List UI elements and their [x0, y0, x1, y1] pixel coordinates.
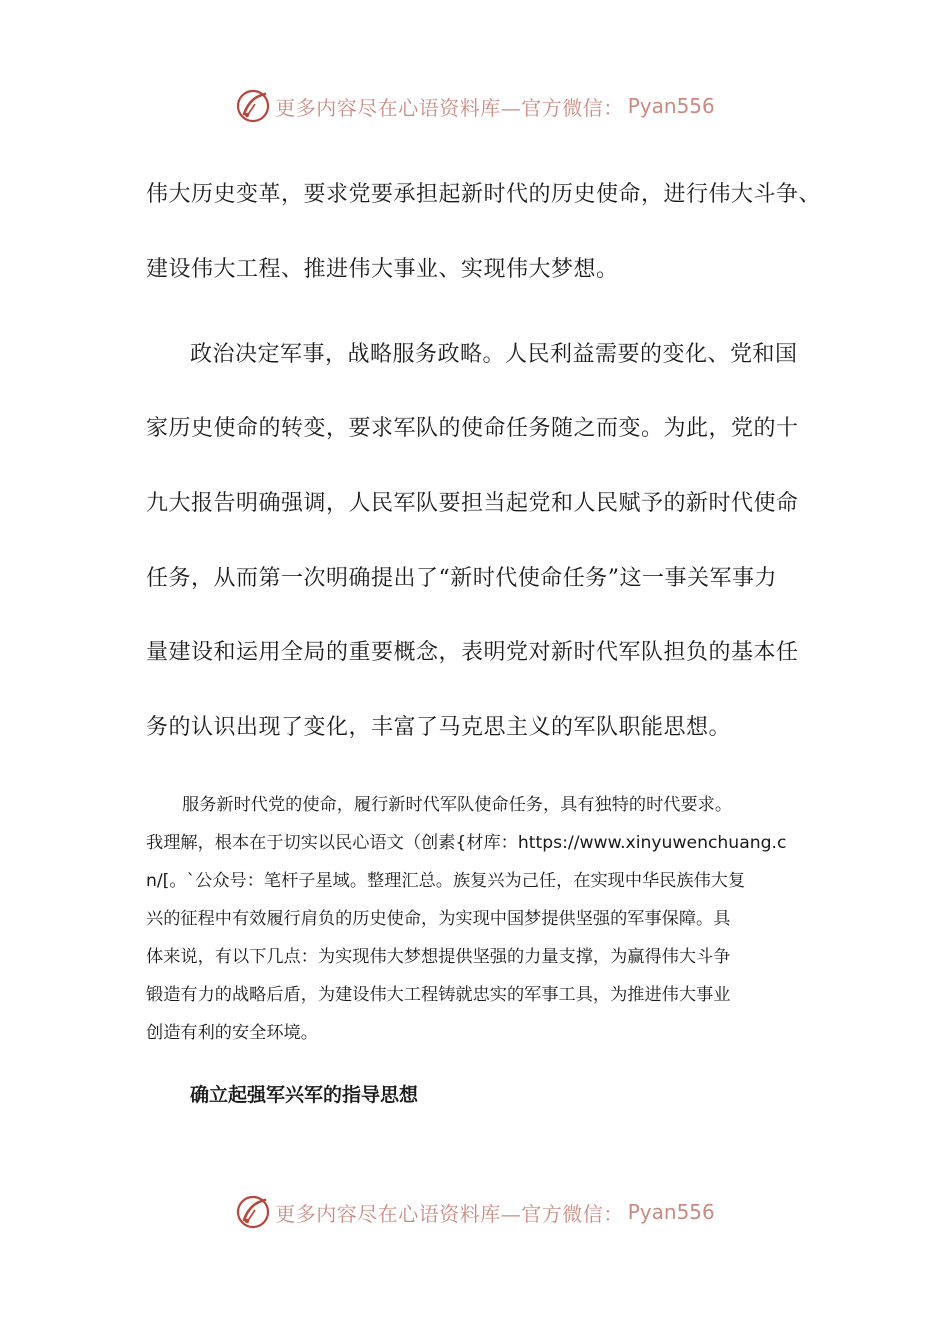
- watermark-wechat-id: Pyan556: [627, 94, 715, 118]
- body-line: 任务，从而第一次明确提出了“新时代使命任务”这一事关军事力: [146, 566, 777, 591]
- body-line: 伟大历史变革，要求党要承担起新时代的历史使命，进行伟大斗争、: [146, 182, 822, 207]
- paragraph-line: 兴的征程中有效履行肩负的历史使命，为实现中国梦提供坚强的军事保障。具: [146, 909, 731, 929]
- paragraph-line: 体来说，有以下几点：为实现伟大梦想提供坚强的力量支撑，为赢得伟大斗争: [146, 947, 731, 967]
- watermark-logo-icon: [235, 88, 271, 124]
- watermark-footer: [0, 1190, 950, 1234]
- paragraph-line: 我理解，根本在于切实以民心语文（创素{材库：https://www.xinyuwenchuang.c: [146, 833, 787, 853]
- body-line: 政治决定军事，战略服务政略。人民利益需要的变化、党和国: [190, 342, 798, 367]
- body-line: 家历史使命的转变，要求军队的使命任务随之而变。为此，党的十: [146, 416, 799, 441]
- paragraph-line: 锻造有力的战略后盾，为建设伟大工程铸就忠实的军事工具，为推进伟大事业: [146, 985, 731, 1005]
- paragraph-line: n/[。`公众号：笔杆子星域。整理汇总。族复兴为己任，在实现中华民族伟大复: [146, 871, 746, 891]
- paragraph-line: 服务新时代党的使命，履行新时代军队使命任务，具有独特的时代要求。: [182, 795, 733, 815]
- section-heading: 确立起强军兴军的指导思想: [190, 1084, 419, 1106]
- paragraph-line: 创造有利的安全环境。: [146, 1023, 318, 1043]
- watermark-header: [0, 84, 950, 128]
- body-line: 建设伟大工程、推进伟大事业、实现伟大梦想。: [146, 257, 619, 282]
- watermark-text: 更多内容尽在心语资料库—官方微信：: [275, 95, 624, 120]
- paragraph-small: [146, 786, 812, 1052]
- body-line: 量建设和运用全局的重要概念，表明党对新时代军队担负的基本任: [146, 640, 799, 665]
- body-line: 九大报告明确强调，人民军队要担当起党和人民赋予的新时代使命: [146, 491, 799, 516]
- watermark-text: 更多内容尽在心语资料库—官方微信：: [275, 1201, 624, 1226]
- body-line: 务的认识出现了变化，丰富了马克思主义的军队职能思想。: [146, 715, 732, 740]
- watermark-wechat-id: Pyan556: [627, 1200, 715, 1224]
- watermark-logo-icon: [235, 1194, 271, 1230]
